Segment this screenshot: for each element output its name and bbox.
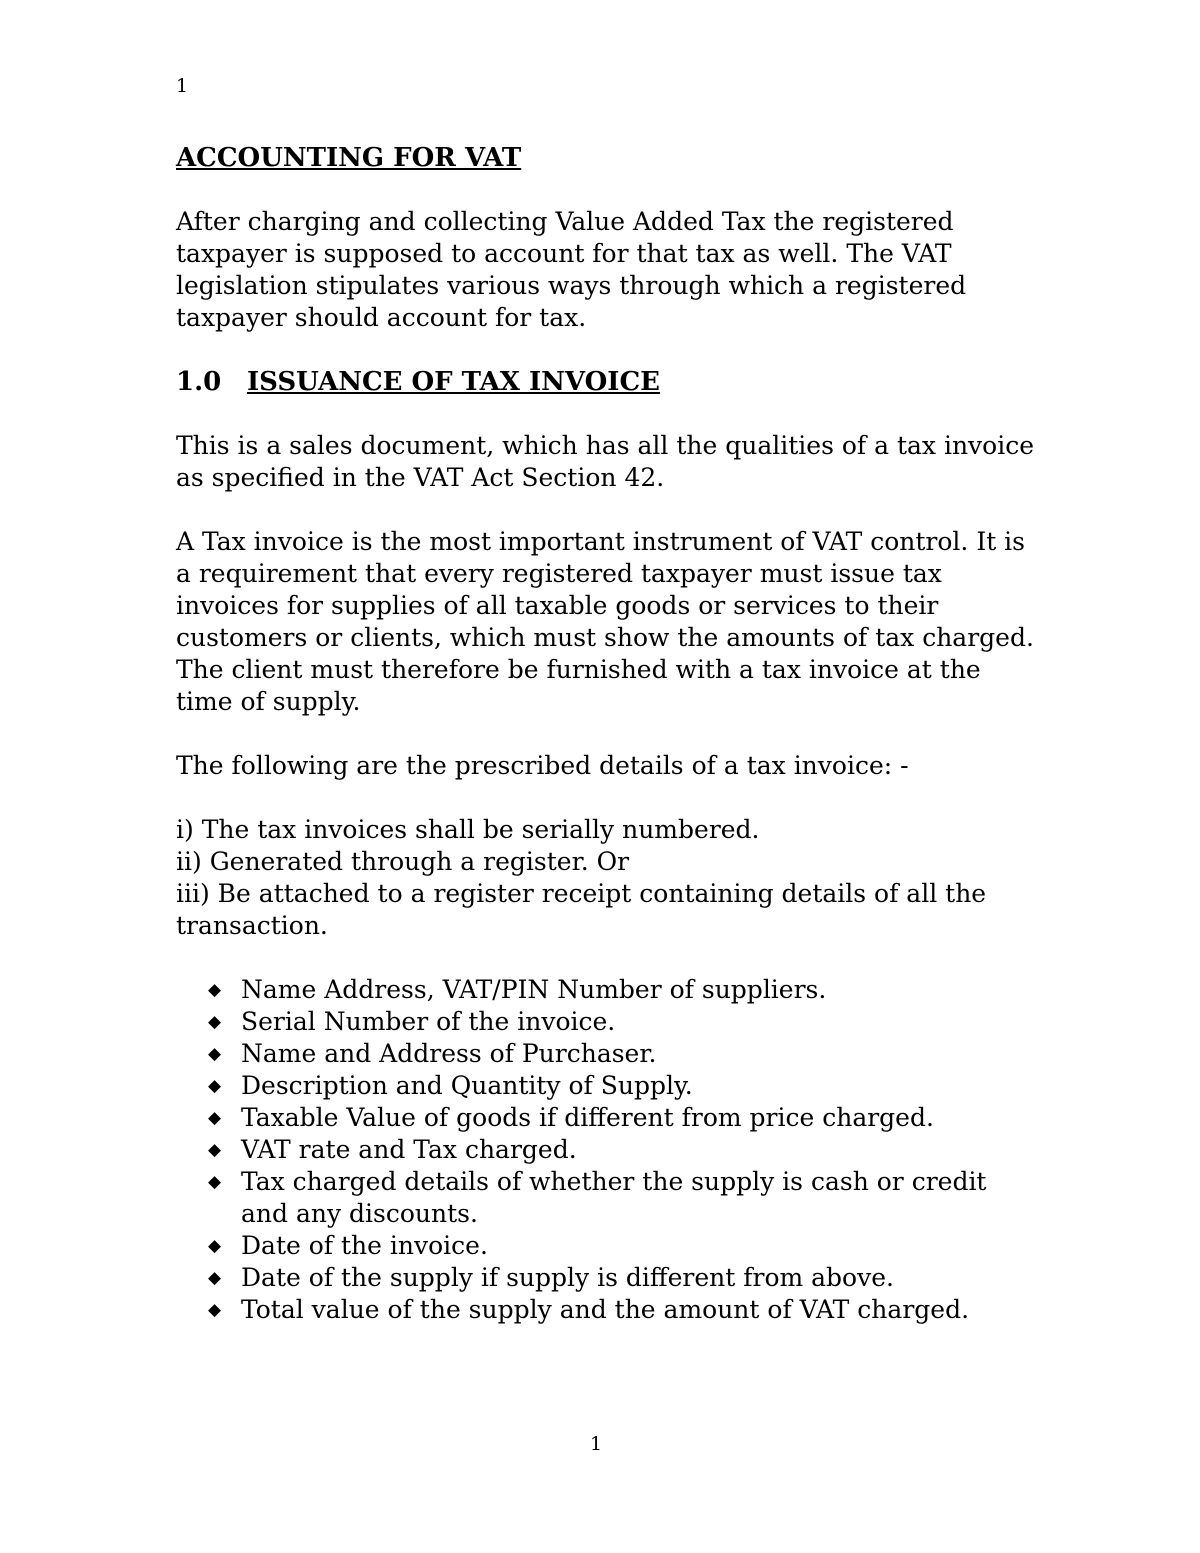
intro-paragraph: After charging and collecting Value Added Tax the registered taxpayer is supposed to account for that tax as well. The VAT legislation stipulates various ways through which a registered taxpayer should account for tax. xyxy=(176,207,967,332)
diamond-bullet-icon: ◆ xyxy=(208,980,222,1000)
criteria-item: iii) Be attached to a register receipt containing details of all the transaction. xyxy=(176,879,987,940)
diamond-bullet-icon: ◆ xyxy=(208,1012,222,1032)
list-item-text: Date of the invoice. xyxy=(241,1231,488,1260)
list-item xyxy=(176,1102,1036,1134)
paragraph-definition: This is a sales document, which has all the qualities of a tax invoice as specified in the VAT Act Section 42. xyxy=(176,431,1035,492)
diamond-bullet-icon: ◆ xyxy=(208,1108,222,1128)
list-item xyxy=(176,1262,1036,1294)
section-heading xyxy=(176,366,1036,398)
list-item-text: VAT rate and Tax charged. xyxy=(241,1135,577,1164)
list-item-text: Tax charged details of whether the supply is cash or credit and any discounts. xyxy=(241,1167,987,1228)
list-item xyxy=(176,1070,1036,1102)
diamond-bullet-icon: ◆ xyxy=(208,1044,222,1064)
list-item xyxy=(176,1134,1036,1166)
diamond-bullet-icon: ◆ xyxy=(208,1300,222,1320)
paragraph-importance: A Tax invoice is the most important instrument of VAT control. It is a requirement that every registered taxpayer must issue tax invoices for supplies of all taxable goods or services to their customers or clients, which must show the amounts of tax charged. The client must therefore be furnished with a tax invoice at the time of supply. xyxy=(176,527,1034,716)
list-item-text: Name and Address of Purchaser. xyxy=(241,1039,657,1068)
section-number: 1.0 xyxy=(176,367,222,397)
list-item xyxy=(176,1166,1036,1230)
list-item xyxy=(176,1294,1036,1326)
list-item-text: Total value of the supply and the amount of VAT charged. xyxy=(241,1295,970,1324)
invoice-details-list xyxy=(176,974,1036,1326)
list-item xyxy=(176,974,1036,1006)
list-item xyxy=(176,1006,1036,1038)
diamond-bullet-icon: ◆ xyxy=(208,1076,222,1096)
criteria-item: i) The tax invoices shall be serially numbered. xyxy=(176,815,760,844)
header-page-number: 1 xyxy=(176,75,189,97)
diamond-bullet-icon: ◆ xyxy=(208,1268,222,1288)
list-item xyxy=(176,1038,1036,1070)
list-item xyxy=(176,1230,1036,1262)
document-body xyxy=(176,142,1036,1326)
list-item-text: Name Address, VAT/PIN Number of suppliers. xyxy=(241,975,827,1004)
footer-page-number: 1 xyxy=(590,1433,603,1455)
list-item-text: Serial Number of the invoice. xyxy=(241,1007,616,1036)
list-item-text: Date of the supply if supply is different from above. xyxy=(241,1263,894,1292)
document-title: ACCOUNTING FOR VAT xyxy=(176,143,522,173)
list-item-text: Taxable Value of goods if different from price charged. xyxy=(241,1103,934,1132)
diamond-bullet-icon: ◆ xyxy=(208,1172,222,1192)
diamond-bullet-icon: ◆ xyxy=(208,1236,222,1256)
section-title: ISSUANCE OF TAX INVOICE xyxy=(247,367,660,397)
criteria-list xyxy=(176,814,1036,942)
list-item-text: Description and Quantity of Supply. xyxy=(241,1071,693,1100)
diamond-bullet-icon: ◆ xyxy=(208,1140,222,1160)
criteria-item: ii) Generated through a register. Or xyxy=(176,847,630,876)
paragraph-prescribed-details: The following are the prescribed details of a tax invoice: - xyxy=(176,751,909,780)
